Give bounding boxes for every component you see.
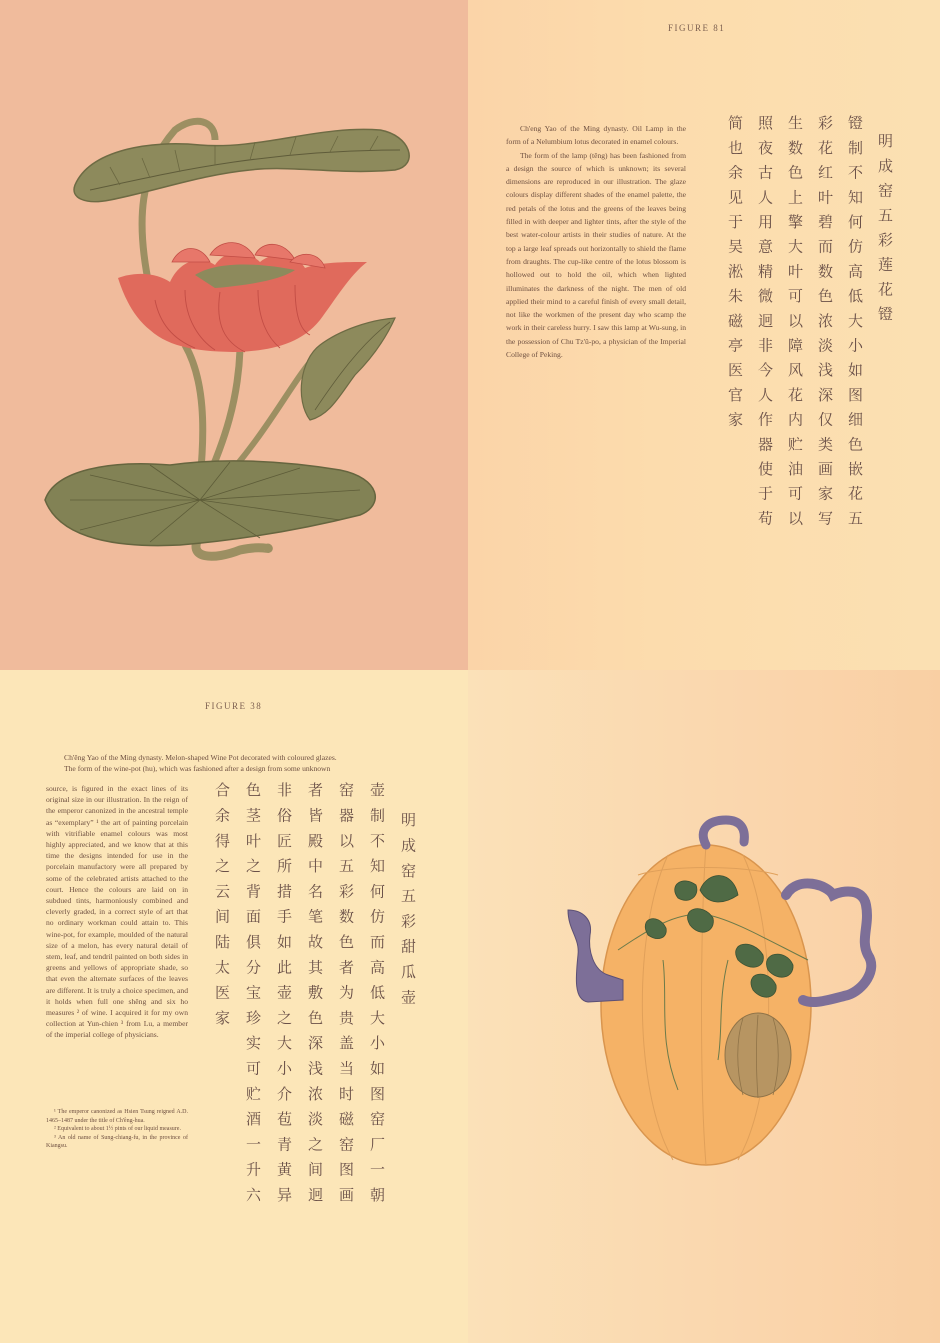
footnote: ¹ The emperor canonized as Hsien Tsung reigned A.D. 1465–1487 under the title of Ch'êng-hua. — [46, 1109, 188, 1124]
lotus-lamp-illustration — [0, 0, 468, 670]
caption-paragraph: Ch'eng Yao of the Ming dynasty. Oil Lamp in the form of a Nelumbium lotus decorated in enamel colours. — [506, 124, 686, 147]
footnote: ² Equivalent to about 1½ pints of our liquid measure. — [54, 1126, 181, 1133]
chinese-column: 生数色上擎大叶可以障风花内贮油可以 — [786, 115, 804, 535]
figure-81-text-page — [468, 0, 940, 670]
figure-label: FIGURE 38 — [205, 701, 263, 711]
chinese-text-block — [206, 782, 423, 1212]
lotus-painting-page — [0, 0, 468, 670]
melon-wine-pot-illustration — [468, 670, 940, 1343]
chinese-text-block — [720, 115, 900, 535]
chinese-column: 明成窑五彩莲花镫 — [876, 133, 894, 331]
body-paragraph: The form of the lamp (têng) has been fashioned from a design the source of which is unknown; its several dimensions are reproduced in our illustration. The glaze colours display different shades of the enamel palette, the red petals of the lotus and the greens of the leaves being filled in with deeper and lighter tints, after the style of the best water-colour artists in their studies of nature. At the top a large leaf spreads out horizontally to shield the flame from draughts. The cup-like centre of the lotus blossom is hollowed out to hold the oil, which when lighted illuminates the darkness of the night. The men of old applied their mind to a careful finish of every small detail, not like the workmen of the present day who scamp the work in their careless hurry. I saw this lamp at Wu-sung, in the possession of Chu Tz'ŭ-po, a physician of the Imperial College of Peking. — [506, 150, 686, 360]
english-description — [506, 122, 686, 361]
chinese-column: 照夜古人用意精微迥非今人作器使于苟 — [756, 115, 774, 535]
caption-line: Ch'êng Yao of the Ming dynasty. Melon-shaped Wine Pot decorated with coloured glazes. — [64, 753, 337, 762]
figure-label: FIGURE 81 — [668, 23, 726, 33]
caption-line: The form of the wine-pot (hu), which was fashioned after a design from some unknown — [64, 764, 331, 773]
chinese-column: 镫制不知何仿高低大小如图细色嵌花五 — [846, 115, 864, 535]
chinese-column: 非俗匠所措手如此壶之大小介苞青黄异 — [275, 782, 293, 1213]
chinese-column: 壶制不知何仿而高低大小如图窑厂一朝 — [368, 782, 386, 1213]
chinese-column: 合余得之云间陆太医家 — [213, 782, 231, 1035]
footnote: ³ An old name of Sung-chiang-fu, in the province of Kiangsu. — [46, 1134, 188, 1150]
chinese-column: 者皆殿中名笔故其敷色深浅浓淡之间迥 — [306, 782, 324, 1213]
chinese-column: 窑器以五彩数色者为贵盖当时磁窑图画 — [337, 782, 355, 1213]
melon-painting-page — [468, 670, 940, 1343]
chinese-column: 色茎叶之背面俱分宝珍实可贮酒一升六 — [244, 782, 262, 1213]
figure-38-text-page — [0, 670, 468, 1343]
footnotes — [46, 1108, 188, 1151]
body-text: source, is figured in the exact lines of its original size in our illustration. In the reign of the emperor canonized in the ancestral temple as “exemplary” ¹ the art of painting porcelain with vitrifiable enamel colours was most highly appreciated, and we know that at this time the designs intended for use in the porcelain manufactory were all prepared by some of the celebrated artists attached to the court. Hence the colours are laid on in subdued tints, harmoniously combined and cleverly graded, in a correct style of art that no ordinary workman could attain to. This wine-pot, for example, moulded of the natural size of a melon, has every natural detail of stem, leaf, and tendril painted on both sides in greens and yellows of appropriate shade, so that even the alternate surfaces of the leaves are different. It is truly a choice specimen, and it holds when full one shêng and six ho measures ² of wine. I acquired it for my own collection at Yun-chien ³ from Lu, a member of the imperial college of physicians. — [46, 784, 188, 1040]
caption — [50, 752, 428, 774]
chinese-column: 明成窑五彩甜瓜壶 — [399, 812, 417, 1015]
chinese-column: 彩花红叶碧而数色浓淡浅深仅类画家写 — [816, 115, 834, 535]
chinese-column: 简也余见于吴淞朱磁亭医官家 — [726, 115, 744, 437]
